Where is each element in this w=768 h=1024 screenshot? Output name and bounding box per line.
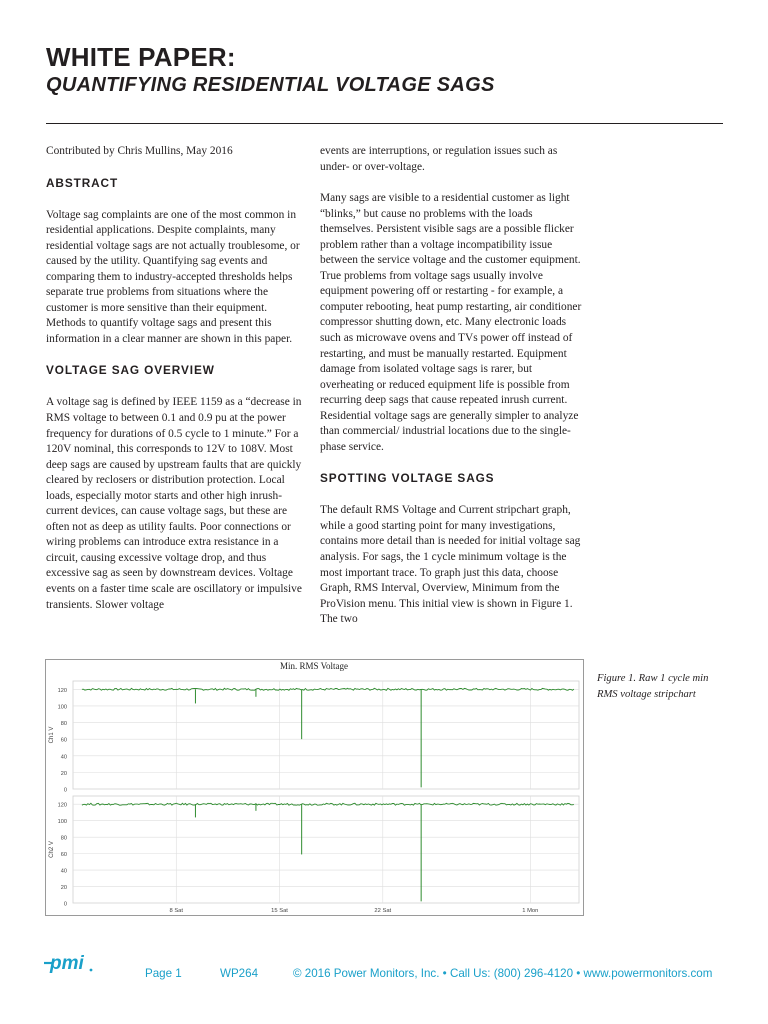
document-subtitle: QUANTIFYING RESIDENTIAL VOLTAGE SAGS — [46, 74, 495, 96]
right-column — [320, 144, 588, 644]
y-tick-label: 100 — [57, 704, 67, 711]
y-axis-label: Ch2 V — [49, 841, 55, 858]
header-divider — [46, 123, 723, 124]
spotting-heading: SPOTTING VOLTAGE SAGS — [320, 471, 495, 486]
continued-paragraph: events are interruptions, or regulation issues such as under- or over-voltage. — [320, 145, 558, 173]
y-tick-label: 60 — [60, 737, 67, 744]
y-tick-label: 40 — [60, 754, 67, 761]
contributor-line: Contributed by Chris Mullins, May 2016 — [46, 145, 233, 157]
contact-line: © 2016 Power Monitors, Inc. • Call Us: (800) 296-4120 • www.powermonitors.com — [293, 967, 713, 980]
overview-paragraph: A voltage sag is defined by IEEE 1159 as a “decrease in RMS voltage to between 0.1 and 0.9 pu at the power frequency for durations of 0.5 cycle to 1 minute.” For a 120V nominal, this corresponds to 12V to 108V. Most deep sags are caused by upstream faults that are quickly cleared by reclosers or distribution protection. Local loads, especially motor starts and other high inrush-current devices, can cause voltage sags, but these are often not as deep as utility faults. Poor connections or wiring problems can introduce extra resistance in a circuit, causing excessive voltage drop, and thus excessive sag as seen by downstream devices. Voltage events on a faster time scale are oscillatory or impulsive transients. Slower voltage — [46, 396, 302, 611]
x-tick-label: 1 Mon — [522, 908, 539, 914]
series-trace — [82, 688, 574, 690]
abstract-heading: ABSTRACT — [46, 175, 119, 190]
y-tick-label: 120 — [57, 687, 67, 694]
overview-heading: VOLTAGE SAG OVERVIEW — [46, 363, 215, 378]
y-tick-label: 80 — [60, 835, 67, 842]
y-axis-label: Ch1 V — [49, 726, 55, 744]
left-column — [46, 144, 308, 629]
y-tick-label: 0 — [63, 787, 67, 794]
pmi-logo — [44, 950, 102, 978]
panel-border — [73, 681, 579, 789]
x-tick-label: 8 Sat — [169, 908, 184, 914]
spotting-paragraph: The default RMS Voltage and Current stripchart graph, while a good starting point for many investigations, contains more detail than is needed for initial voltage sag analysis. For sags, the 1 cycle minimum voltage is the most important trace. To graph just this data, choose Graph, RMS Interval, Overview, Minimum from the ProVision menu. This initial view is shown in Figure 1. The two — [320, 504, 581, 626]
x-tick-label: 15 Sat — [271, 908, 288, 914]
x-tick-label: 22 Sat — [374, 908, 392, 914]
page-number: Page 1 — [145, 967, 182, 980]
pmi-logo-dot — [90, 969, 93, 972]
y-tick-label: 40 — [60, 868, 67, 875]
chart-title: Min. RMS Voltage — [280, 661, 348, 671]
y-tick-label: 120 — [57, 802, 67, 809]
figure-caption: Figure 1. Raw 1 cycle min RMS voltage stripchart — [597, 673, 709, 700]
y-tick-label: 60 — [60, 852, 67, 859]
y-tick-label: 20 — [60, 770, 67, 777]
y-tick-label: 80 — [60, 721, 67, 728]
y-tick-label: 20 — [60, 885, 67, 892]
document-title: WHITE PAPER: — [46, 42, 236, 72]
y-tick-label: 0 — [63, 901, 67, 908]
stripchart-svg — [46, 660, 583, 915]
page-footer — [44, 950, 724, 990]
abstract-paragraph: Voltage sag complaints are one of the most common in residential applications. Despite complaints, many residential voltage sags are not actually troublesome, or caused by the utility. Quantifying sag events and comparing them to industry-accepted thresholds helps separate true problems from situations where the customer is more sensitive than their equipment. Methods to quantify voltage sags and present this information in a clear manner are shown in this paper. — [46, 208, 300, 345]
document-id: WP264 — [220, 967, 259, 980]
pmi-logo-wordmark: pmi — [50, 953, 84, 974]
panel-border — [73, 796, 579, 903]
sags-visible-paragraph: Many sags are visible to a residential customer as light “blinks,” but cause no problems with the loads themselves. Persistent visible sags are a possible flicker problem rather than a voltage incompatibility issue between the service voltage and the customer equipment. True problems from voltage sags usually involve equipment powering off or restarting - for example, a computer rebooting, heat pump restarting, air conditioner compressor shutting down, etc. Many electronic loads such as microwave ovens and TVs power off instead of restarting, and must be manually restarted. Equipment damage from isolated voltage sags is rarer, but overheating or reduced equipment life is possible from recurring deep sags that cause repeated inrush current. Residential voltage sags are generally simpler to analyze than commercial/ industrial locations due to the single-phase service. — [320, 192, 582, 453]
y-tick-label: 100 — [57, 819, 67, 826]
figure-1-stripchart — [45, 659, 584, 916]
